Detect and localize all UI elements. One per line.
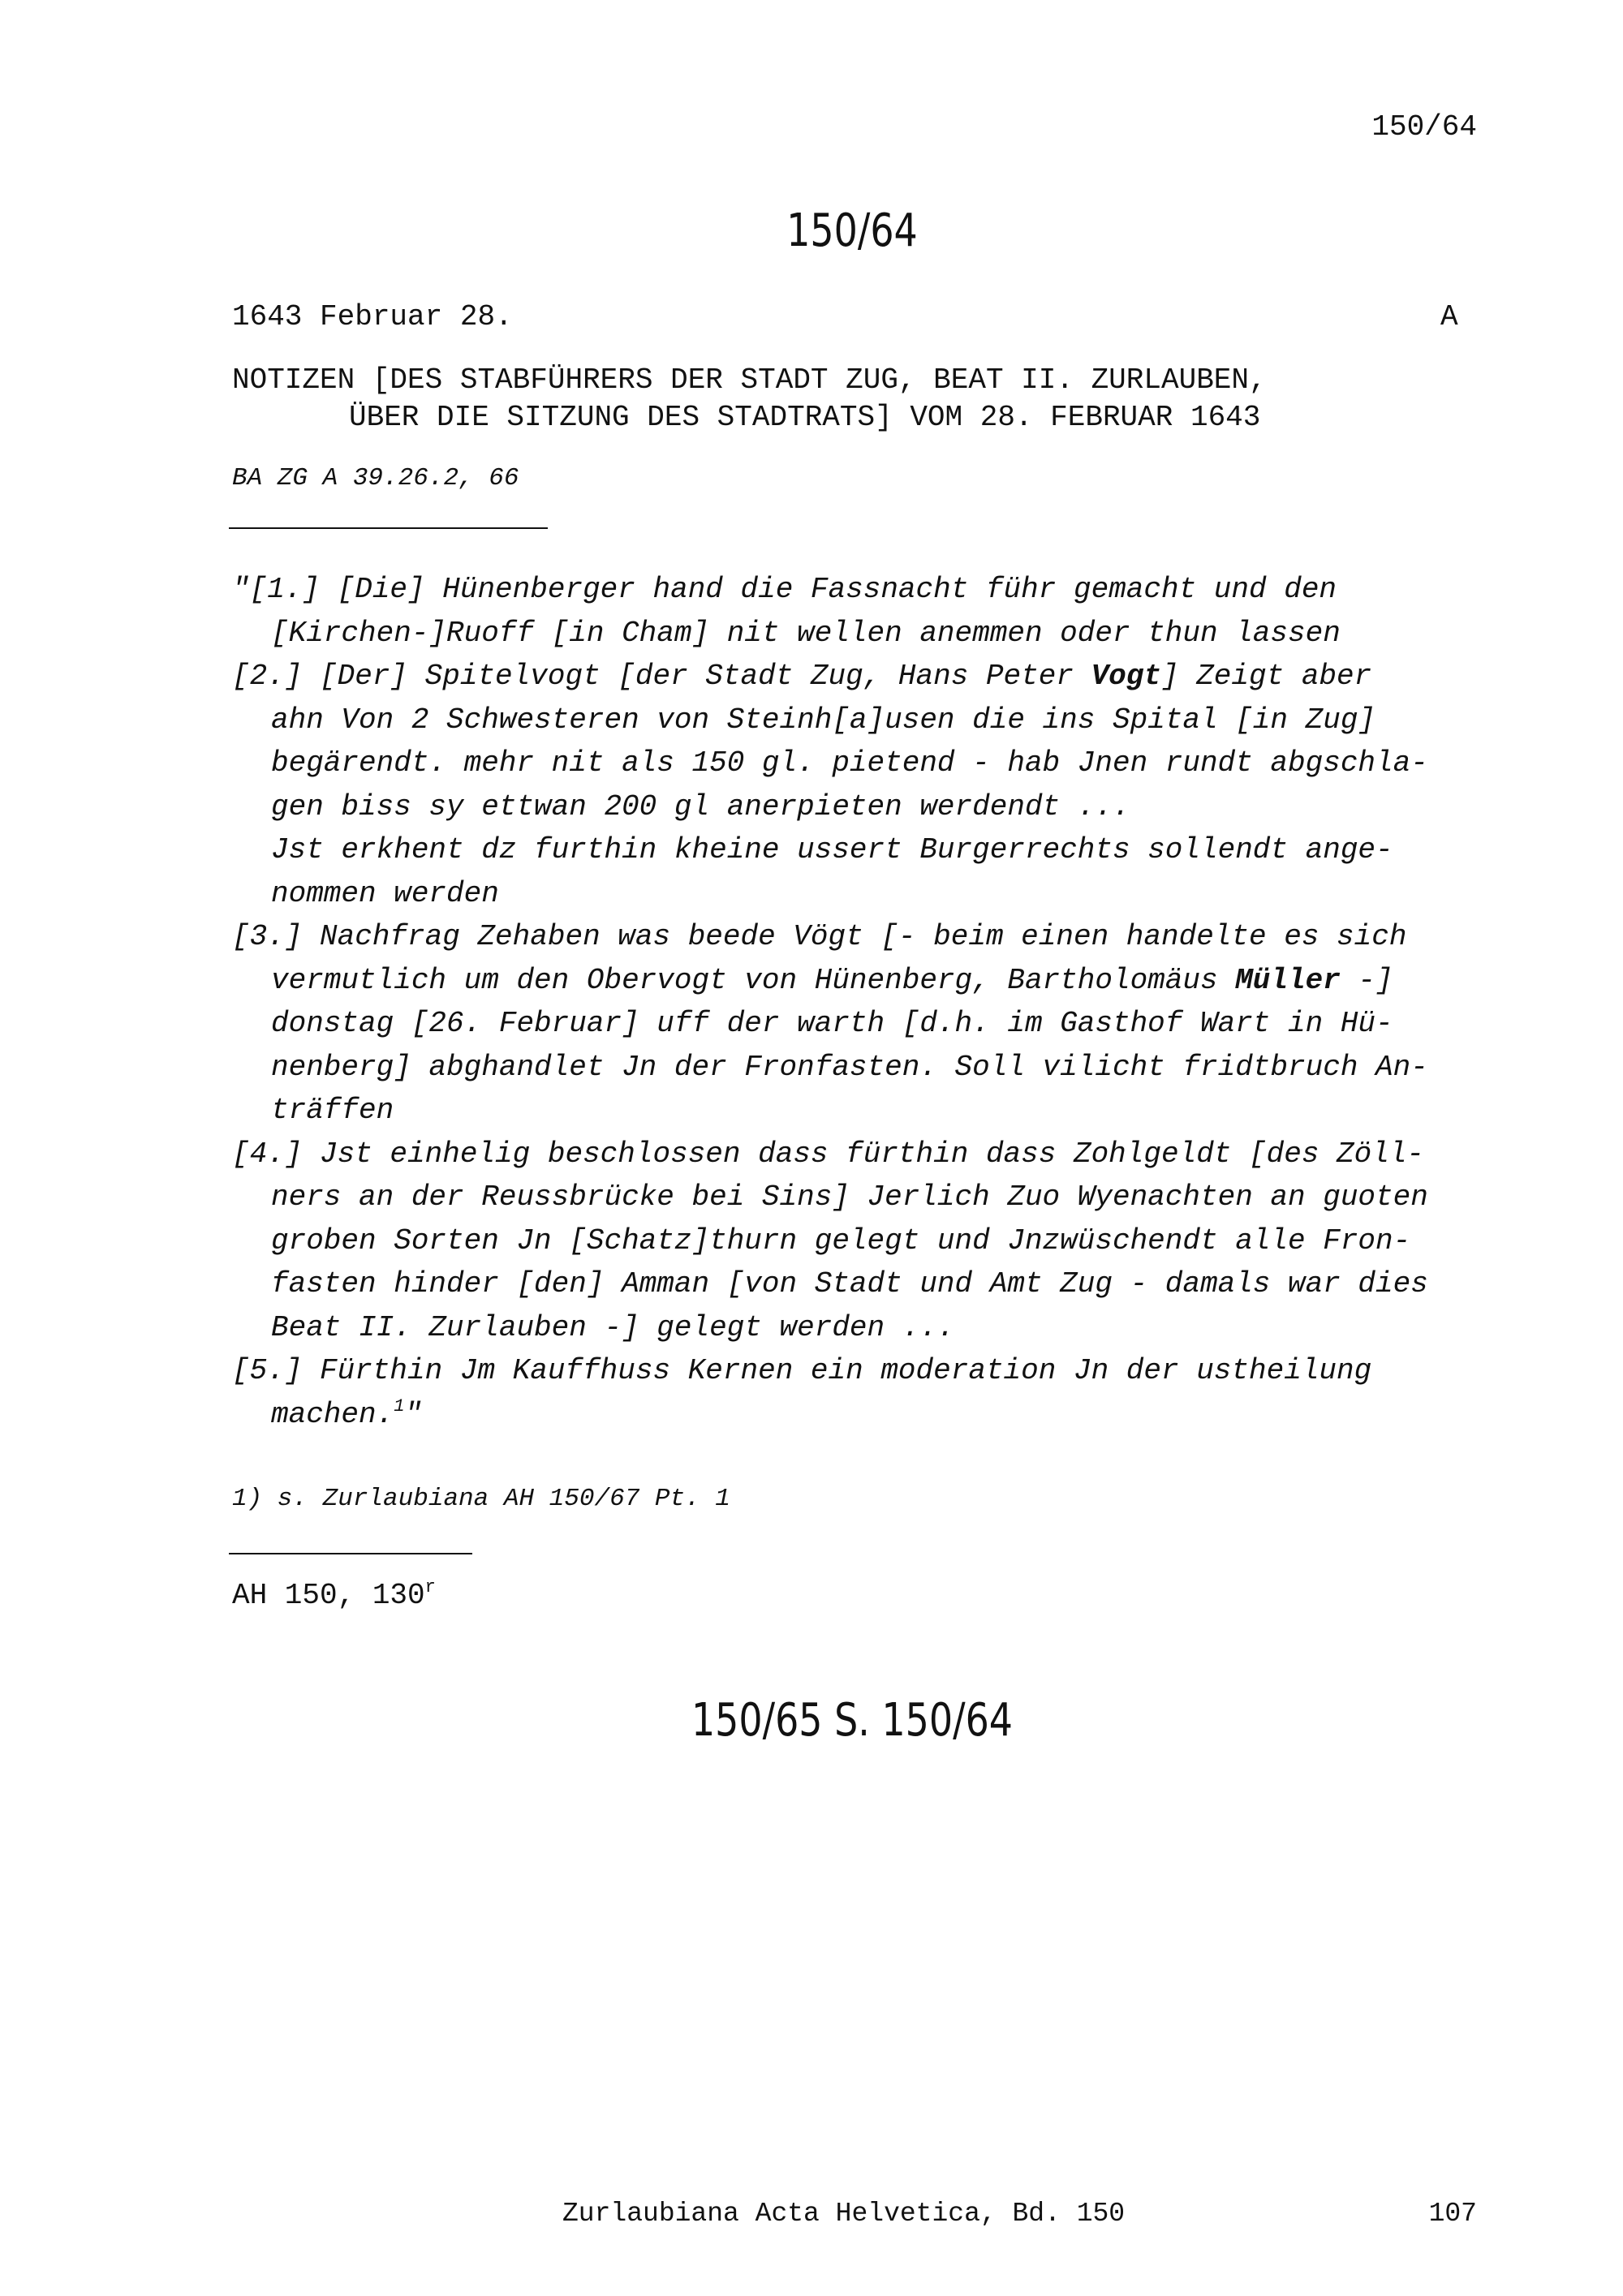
body-line: ners an der Reussbrücke bei Sins] Jerlich Zuo Wyenachten an guoten xyxy=(271,1180,1428,1214)
next-document-heading: 150/65 S. 150/64 xyxy=(691,1694,1014,1747)
body-line: "[1.] [Die] Hünenberger hand die Fassnacht führ gemacht und den xyxy=(232,573,1337,606)
body-line: groben Sorten Jn [Schatz]thurn gelegt und Jnzwüschendt alle Fron- xyxy=(271,1223,1411,1258)
document-title xyxy=(232,362,1267,436)
body-line: fasten hinder [den] Amman [von Stadt und Amt Zug - damals war dies xyxy=(271,1267,1428,1301)
body-text-segment: machen. xyxy=(271,1397,394,1431)
body-line xyxy=(232,655,1498,699)
body-line: Jst erkhent dz furthin kheine ussert Burgerrechts sollendt ange- xyxy=(271,833,1393,866)
classification-letter: A xyxy=(1440,300,1458,333)
divider-bottom xyxy=(229,1553,472,1554)
body-text-segment: ] Zeigt aber xyxy=(1161,660,1372,693)
footer-publication-title: Zurlaubiana Acta Helvetica, Bd. 150 xyxy=(562,2199,1126,2229)
running-head: 150/64 xyxy=(1371,110,1477,144)
source-reference xyxy=(232,1579,436,1612)
title-line-2: ÜBER DIE SITZUNG DES STADTRATS] VOM 28. FEBRUAR 1643 xyxy=(349,401,1261,434)
title-line-1: NOTIZEN [DES STABFÜHRERS DER STADT ZUG, BEAT II. ZURLAUBEN, xyxy=(232,363,1267,397)
body-line: donstag [26. Februar] uff der warth [d.h. im Gasthof Wart in Hü- xyxy=(271,1007,1393,1040)
recto-marker: r xyxy=(424,1577,436,1597)
body-line: nenberg] abghandlet Jn der Fronfasten. Soll vilicht fridtbruch An- xyxy=(271,1050,1428,1084)
body-line: [Kirchen-]Ruoff [in Cham] nit wellen anemmen oder thun lassen xyxy=(271,616,1341,650)
body-line: [4.] Jst einhelig beschlossen dass fürthin dass Zohlgeldt [des Zöll- xyxy=(232,1137,1425,1171)
body-line: gen biss sy ettwan 200 gl anerpieten werdendt ... xyxy=(271,789,1130,823)
body-line: [3.] Nachfrag Zehaben was beede Vögt [- beim einen handelte es sich xyxy=(232,920,1407,953)
footnote-marker: 1 xyxy=(394,1395,405,1417)
person-name-vogt: Vogt xyxy=(1091,660,1161,693)
page-number: 107 xyxy=(1428,2199,1477,2229)
body-line: begärendt. mehr nit als 150 gl. pietend - hab Jnen rundt abgschla- xyxy=(271,746,1428,780)
body-text-segment: [2.] [Der] Spitelvogt [der Stadt Zug, Hans Peter xyxy=(232,660,1091,693)
footnote: 1) s. Zurlaubiana AH 150/67 Pt. 1 xyxy=(232,1485,730,1513)
document-number-heading: 150/64 xyxy=(786,204,918,257)
closing-quote: " xyxy=(404,1397,423,1431)
transcription-body xyxy=(232,568,1498,1436)
reference-text: AH 150, 130 xyxy=(232,1579,425,1612)
body-line: träffen xyxy=(271,1094,394,1127)
body-line: ahn Von 2 Schwesteren von Steinh[a]usen die ins Spital [in Zug] xyxy=(271,703,1376,737)
divider-top xyxy=(229,527,548,529)
archive-signature: BA ZG A 39.26.2, 66 xyxy=(232,464,519,492)
body-text-segment: -] xyxy=(1340,963,1393,997)
body-line: [5.] Fürthin Jm Kauffhuss Kernen ein moderation Jn der ustheilung xyxy=(232,1354,1372,1387)
body-line: Beat II. Zurlauben -] gelegt werden ... xyxy=(271,1310,955,1344)
document-date: 1643 Februar 28. xyxy=(232,300,513,333)
person-name-mueller: Müller xyxy=(1235,963,1341,997)
body-text-segment: vermutlich um den Obervogt von Hünenberg, Bartholomäus xyxy=(271,963,1236,997)
body-line: nommen werden xyxy=(271,876,499,910)
body-line xyxy=(232,959,1498,1003)
body-line xyxy=(232,1393,1498,1437)
